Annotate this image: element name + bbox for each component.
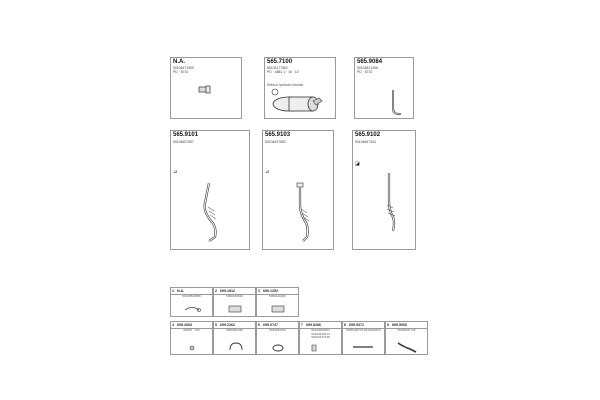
accessory-card-5: [213, 321, 256, 355]
item-index: 9: [387, 322, 389, 327]
part-code: 699.0747: [263, 322, 278, 327]
clamp-drawing: [257, 303, 300, 315]
part-code: 699.1252: [263, 288, 278, 293]
part-code: 699.1912: [220, 288, 235, 293]
reference-marker: ⊿: [265, 169, 270, 175]
fitment-text: PD · 4881 1 · 16 · 10: [267, 70, 299, 74]
part-code: N.A.: [177, 288, 185, 293]
oem-number: 50104657657: [173, 140, 194, 144]
oem-number: 50103177652: [267, 66, 288, 70]
accessory-card-8: [342, 321, 385, 355]
oem-number: 50104004064 50100246274 50103477346: [311, 328, 330, 340]
exhaust-pipe-drawing: [283, 181, 323, 246]
accessory-card-4: [170, 321, 213, 355]
fitment-text: PD · 8710: [173, 70, 189, 74]
panel-note: Without hydraulic retarder: [267, 83, 304, 87]
catalog-panel-565-9102: [352, 130, 416, 250]
oem-number: 50104671950: [173, 66, 194, 70]
oem-number: 5000182435: [226, 328, 243, 332]
item-index: 5: [215, 322, 217, 327]
item-index: 3: [258, 288, 260, 293]
pipe-section-drawing: [343, 341, 386, 353]
ring-gasket-drawing: [257, 341, 300, 353]
reference-marker: ◪: [355, 161, 360, 167]
bolt-drawing: [171, 341, 214, 353]
reference-marker: ⊿: [173, 169, 178, 175]
clamp-drawing: [214, 303, 257, 315]
accessory-card-9: [385, 321, 428, 355]
oem-number: 0000P · 700: [183, 328, 200, 332]
accessory-card-3: [256, 287, 299, 317]
accessory-card-2: [213, 287, 256, 317]
clamp-drawing: [214, 341, 257, 353]
oem-number: 5000120776 5010432270: [346, 328, 381, 332]
oem-number: 5010184370: [269, 328, 286, 332]
oem-number: 50104667443: [355, 140, 376, 144]
exhaust-pipe-drawing: [189, 181, 229, 246]
pipe-elbow-drawing: [385, 88, 405, 118]
clamp-part-drawing: [197, 83, 213, 95]
item-index: 7: [301, 322, 303, 327]
catalog-panel-565-9103: [262, 130, 334, 250]
accessory-card-7: [299, 321, 342, 355]
part-code: 699.2663: [177, 322, 192, 327]
part-code: 565.9101: [173, 132, 199, 138]
catalog-panel-na: [170, 57, 242, 119]
gasket-drawing: [171, 303, 214, 315]
muffler-drawing: [269, 88, 329, 118]
part-code: 565.9084: [357, 59, 383, 65]
item-index: 8: [344, 322, 346, 327]
part-code: 699.5371: [349, 322, 364, 327]
part-code: N.A.: [173, 59, 185, 65]
item-index: 6: [258, 322, 260, 327]
catalog-panel-565-9101: [170, 130, 250, 250]
oem-number: 50104637883: [265, 140, 286, 144]
oem-number: 50100523980: [182, 294, 201, 298]
part-code: 699.5286: [306, 322, 321, 327]
oem-number: 50103821256: [357, 66, 378, 70]
catalog-panel-565-7100: [264, 57, 336, 119]
catalog-panel-565-9084: [354, 57, 414, 119]
part-code: 565.7100: [267, 59, 293, 65]
item-index: 4: [172, 322, 174, 327]
accessory-card-1: [170, 287, 213, 317]
oem-number: 5000182639: [226, 294, 243, 298]
part-code: 699.2262: [220, 322, 235, 327]
part-code: 565.9102: [355, 132, 381, 138]
fitment-text: PD · 8710: [357, 70, 373, 74]
item-index: 1: [172, 288, 174, 293]
exhaust-pipe-drawing: [377, 171, 407, 241]
flex-pipe-drawing: [386, 341, 429, 353]
oem-number: 5000P05 718: [397, 328, 416, 332]
oem-number: 5000120230: [269, 294, 286, 298]
part-code: 699.5006: [392, 322, 407, 327]
item-index: 2: [215, 288, 217, 293]
accessory-card-6: [256, 321, 299, 355]
bracket-drawing: [300, 341, 343, 353]
part-code: 565.9103: [265, 132, 291, 138]
